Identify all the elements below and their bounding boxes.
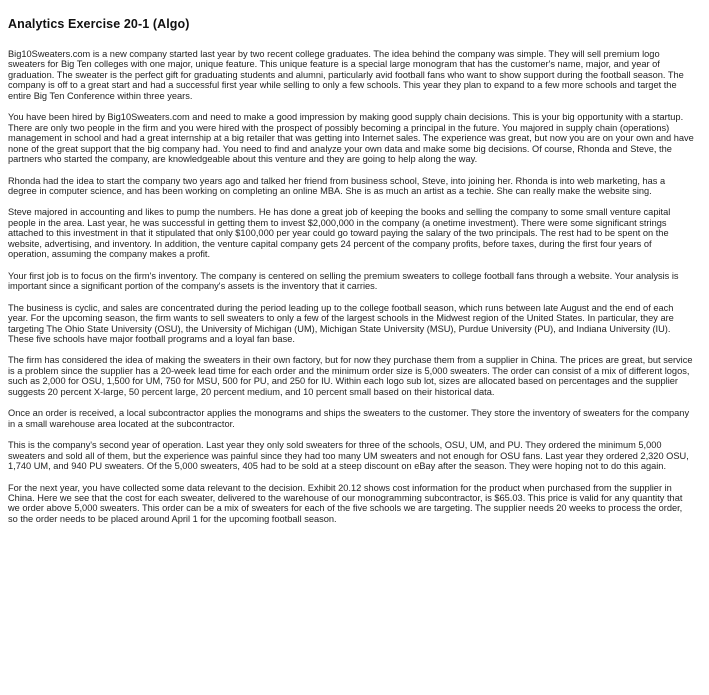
paragraph-steve: Steve majored in accounting and likes to pump the numbers. He has done a great job of keeping the books and selling the company to some small venture capital people in the area. Last year, he was successful in getting them to invest $2,000,000 in the company (a onetime investment). There were some significant strings attached to this investment in that it stipulated that only $100,000 per year could go toward paying the salary of the two principals. The rest had to be spent on the website, advertising, and inventory. In addition, the venture capital company gets 24 percent of the company profits, before taxes, during the first four years of operation, assuming the company makes a profit.	[8, 207, 671, 260]
paragraph-your-role: You have been hired by Big10Sweaters.com and need to make a good impression by making good supply chain decisions. This is your big opportunity with a startup. There are only two people in the firm and you were hired with the prospect of possibly becoming a principal in the future. You majored in supply chain (operations) management in school and had a great internship at a big retailer that was getting into Internet sales. The experience was great, but now you are on your own and have none of the great support that the big company had. You need to find and analyze your own data and make some big decisions. Of course, Rhonda and Steve, the partners who started the company, are knowledgeable about this venture and they are going to help along the way.	[8, 112, 694, 165]
paragraph-rhonda: Rhonda had the idea to start the company two years ago and talked her friend from business school, Steve, into joining her. Rhonda is into web marketing, has a degree in computer science, and has been working on completing an online MBA. She is as much an artist as a techie. She can really make the website sing.	[8, 175, 666, 196]
paragraph-next-year-data: For the next year, you have collected some data relevant to the decision. Exhibit 20.12 shows cost information for the product when purchased from the supplier in China. Here we see that the cost for each sweater, delivered to the warehouse of our monogramming subcontractor, is $65.03. This price is valid for any quantity that we order above 5,000 sweaters. This order can be a mix of sweaters for each of the five schools we are targeting. The supplier needs 20 weeks to process the order, so the order needs to be placed around April 1 for the upcoming football season.	[8, 482, 683, 524]
paragraph-second-year: This is the company's second year of operation. Last year they only sold sweaters for three of the schools, OSU, UM, and PU. They ordered the minimum 5,000 sweaters and sold all of them, but the experience was painful since they had too many UM sweaters and not enough for OSU fans. Last year they ordered 2,320 OSU, 1,740 UM, and 940 PU sweaters. Of the 5,000 sweaters, 405 had to be sold at a steep discount on eBay after the season. They were hoping not to do this again.	[8, 440, 689, 472]
exercise-title: Analytics Exercise 20-1 (Algo)	[8, 17, 190, 31]
paragraph-inventory-focus: Your first job is to focus on the firm's inventory. The company is centered on selling the premium sweaters to college football fans through a website. Your analysis is important since a significant portion of the company's assets is the inventory that it carries.	[8, 270, 679, 292]
paragraph-business-cycle: The business is cyclic, and sales are concentrated during the period leading up to the college football season, which runs between late August and the end of each year. For the upcoming season, the firm wants to sell sweaters to only a few of the largest schools in the Midwest region of the United States. In particular, they are targeting The Ohio State University (OSU), the University of Michigan (UM), Michigan State University (MSU), Purdue University (PU), and Indiana University (IU). These five schools have major football programs and a loyal fan base.	[8, 302, 674, 344]
paragraph-subcontractor: Once an order is received, a local subcontractor applies the monograms and ships the sweaters to the customer. They store the inventory of sweaters for the company in a small warehouse area located at the subcontractor.	[8, 408, 690, 429]
paragraph-company-intro: Big10Sweaters.com is a new company started last year by two recent college graduates. The idea behind the company was simple. They will sell premium logo sweaters for Big Ten colleges with one major, unique feature. This unique feature is a special large monogram that has the customer's name, major, and year of graduation. The sweater is the perfect gift for graduating students and alumni, particularly avid football fans who want to show support during the football season. The company is off to a great start and had a successful first year while selling to only a few schools. This year they plan to expand to a few more schools and target the entire Big Ten Conference within three years.	[8, 49, 684, 101]
paragraph-supplier: The firm has considered the idea of making the sweaters in their own factory, but for now they purchase them from a supplier in China. The prices are great, but service is a problem since the supplier has a 20-week lead time for each order and the minimum order size is 5,000 sweaters. The order can consist of a mix of different logos, such as 2,000 for OSU, 1,500 for UM, 750 for MSU, 500 for PU, and 250 for IU. Within each logo sub lot, sizes are allocated based on percentages and the supplier suggests 20 percent X-large, 50 percent large, 20 percent medium, and 10 percent small based on their historical data.	[8, 355, 693, 397]
